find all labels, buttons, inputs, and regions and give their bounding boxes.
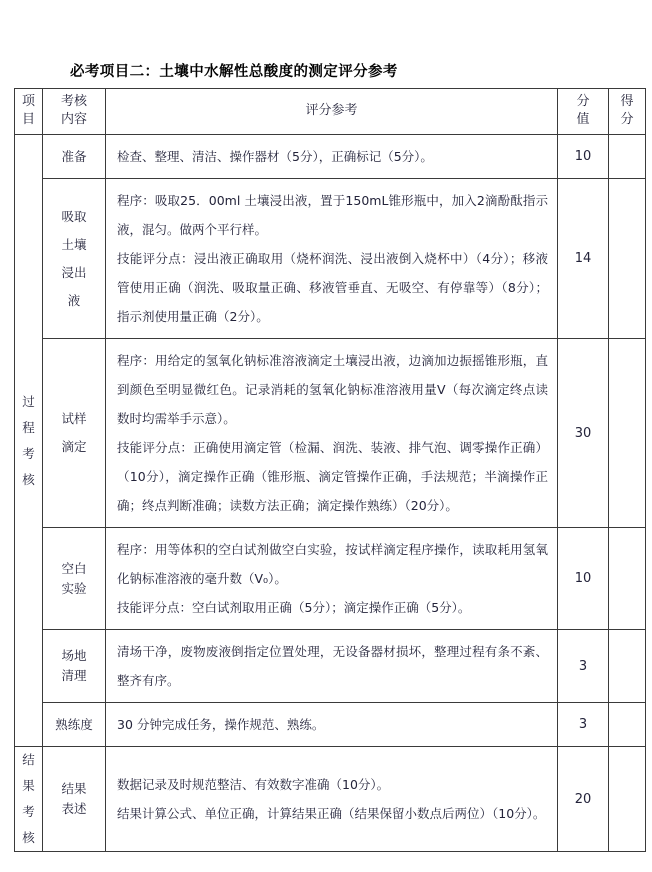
page-title: 必考项目二：土壤中水解性总酸度的测定评分参考	[70, 64, 398, 80]
content-label-line: 准备	[61, 148, 87, 164]
content-label-line: 清理	[61, 668, 87, 683]
content-cell	[43, 630, 106, 703]
reference-paragraph: 程序：用给定的氢氧化钠标准溶液滴定土壤浸出液，边滴加边振摇锥形瓶，直到颜色至明显微红色。记录消耗的氢氧化钠标准溶液用量V（每次滴定终点读数时均需举手示意）。	[117, 353, 548, 426]
header-got	[609, 89, 646, 135]
reference-cell	[106, 339, 558, 528]
content-label-line: 结果	[61, 781, 87, 796]
group-label-cell-1	[15, 747, 43, 852]
header-content	[43, 89, 106, 135]
score-value-cell: 20	[558, 747, 609, 852]
reference-cell	[106, 135, 558, 179]
content-cell	[43, 135, 106, 179]
reference-cell	[106, 703, 558, 747]
reference-paragraph: 程序：用等体积的空白试剂做空白实验，按试样滴定程序操作，读取耗用氢氧化钠标准溶液的毫升数（V₀）。	[117, 542, 548, 586]
content-label-line: 土壤	[61, 236, 87, 252]
header-got-line1: 得	[620, 94, 634, 109]
score-value-cell: 3	[558, 630, 609, 703]
header-item-line1: 项	[21, 94, 35, 109]
group-label-char: 结	[22, 752, 35, 767]
table-row	[15, 135, 646, 179]
reference-cell	[106, 179, 558, 339]
content-label-line: 实验	[61, 580, 87, 596]
header-got-line2: 分	[620, 112, 634, 127]
table-row	[15, 703, 646, 747]
got-score-cell[interactable]	[609, 528, 646, 630]
content-label-line: 试样	[61, 411, 87, 426]
reference-paragraph: 技能评分点：空白试剂取用正确（5分）；滴定操作正确（5分）。	[117, 600, 471, 615]
group-label-char: 考	[22, 804, 35, 819]
content-label-line: 表述	[61, 801, 87, 816]
content-label-line: 熟练度	[55, 716, 93, 732]
group-label-char: 核	[22, 830, 35, 845]
reference-paragraph: 检查、整理、清洁、操作器材（5分），正确标记（5分）。	[117, 149, 433, 164]
got-score-cell[interactable]	[609, 747, 646, 852]
header-score-line1: 分	[576, 94, 590, 109]
got-score-cell[interactable]	[609, 339, 646, 528]
table-row	[15, 528, 646, 630]
score-value-cell: 10	[558, 135, 609, 179]
header-score	[558, 89, 609, 135]
group-label-char: 程	[22, 419, 35, 435]
header-content-line1: 考核	[60, 94, 87, 109]
table-row	[15, 630, 646, 703]
group-label-char: 过	[22, 393, 35, 409]
header-item-line2: 目	[21, 112, 35, 127]
got-score-cell[interactable]	[609, 179, 646, 339]
got-score-cell[interactable]	[609, 630, 646, 703]
group-label-char: 核	[22, 471, 35, 487]
group-label-char: 考	[22, 445, 35, 461]
got-score-cell[interactable]	[609, 703, 646, 747]
content-label-line: 空白	[61, 560, 87, 576]
reference-cell	[106, 630, 558, 703]
content-cell	[43, 339, 106, 528]
group-label-char: 果	[22, 778, 35, 793]
header-reference: 评分参考	[106, 89, 558, 135]
reference-cell	[106, 528, 558, 630]
table-row	[15, 339, 646, 528]
content-cell	[43, 528, 106, 630]
content-label-line: 浸出	[61, 264, 87, 280]
table-row	[15, 179, 646, 339]
reference-paragraph: 清场干净，废物废液倒指定位置处理，无设备器材损坏，整理过程有条不紊、整齐有序。	[117, 644, 548, 688]
reference-cell	[106, 747, 558, 852]
reference-paragraph: 技能评分点：浸出液正确取用（烧杯润洗、浸出液倒入烧杯中）（4分）；移液管使用正确（润洗、吸取量正确、移液管垂直、无吸空、有停靠等）（8分）；指示剂使用量正确（2分）。	[117, 251, 548, 324]
scoring-table	[14, 88, 646, 852]
header-score-line2: 值	[576, 112, 590, 127]
group-label-cell-0	[15, 135, 43, 747]
content-label-line: 场地	[61, 648, 87, 663]
got-score-cell[interactable]	[609, 135, 646, 179]
score-value-cell: 14	[558, 179, 609, 339]
content-label-line: 吸取	[61, 208, 87, 224]
table-body	[15, 135, 646, 852]
reference-paragraph: 程序：吸取25．00ml 土壤浸出液，置于150mL锥形瓶中，加入2滴酚酞指示液，混匀。做两个平行样。	[117, 193, 548, 237]
header-content-line2: 内容	[60, 112, 87, 127]
content-label-line: 液	[67, 292, 81, 308]
score-value-cell: 3	[558, 703, 609, 747]
content-label-line: 滴定	[61, 439, 87, 454]
table-header-row	[15, 89, 646, 135]
table-row	[15, 747, 646, 852]
reference-paragraph: 30 分钟完成任务，操作规范、熟练。	[117, 717, 325, 732]
reference-paragraph: 数据记录及时规范整洁、有效数字准确（10分）。	[117, 777, 390, 792]
score-value-cell: 10	[558, 528, 609, 630]
content-cell	[43, 747, 106, 852]
header-item	[15, 89, 43, 135]
reference-paragraph: 技能评分点：正确使用滴定管（检漏、润洗、装液、排气泡、调零操作正确）（10分），滴定操作正确（锥形瓶、滴定管操作正确，手法规范；半滴操作正确；终点判断准确；读数方法正确；滴定操作熟练）（20分）。	[117, 440, 548, 513]
content-cell	[43, 179, 106, 339]
reference-paragraph: 结果计算公式、单位正确，计算结果正确（结果保留小数点后两位）（10分）。	[117, 806, 546, 821]
content-cell	[43, 703, 106, 747]
score-value-cell: 30	[558, 339, 609, 528]
